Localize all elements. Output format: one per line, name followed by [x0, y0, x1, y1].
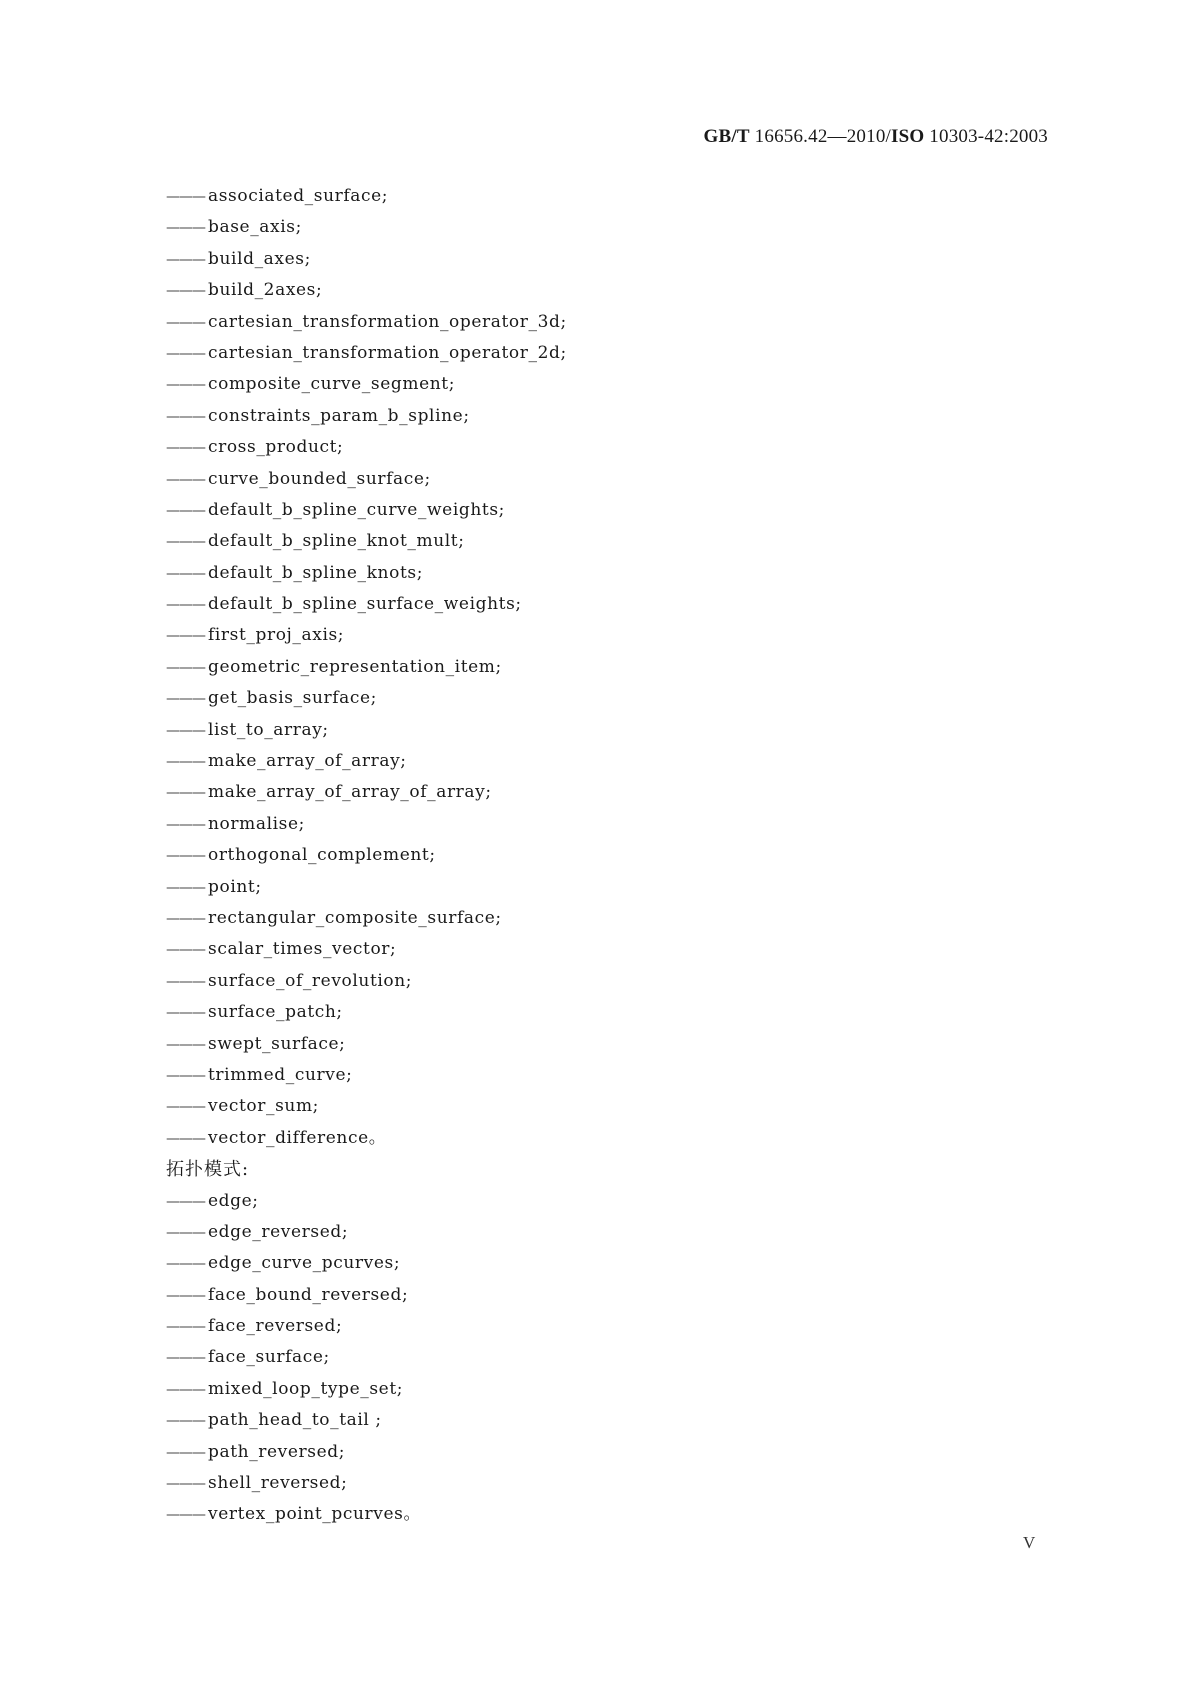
list-marker-dash: ——— — [166, 408, 205, 425]
list-marker-dash: ——— — [166, 1099, 205, 1116]
list-marker-dash: ——— — [166, 1005, 205, 1022]
list-item-text: edge; — [208, 1190, 259, 1211]
list-item-text: mixed_loop_type_set; — [208, 1378, 404, 1399]
list-marker-dash: ——— — [166, 1036, 205, 1053]
list-item — [166, 401, 866, 432]
list-item-text: geometric_representation_item; — [208, 656, 502, 677]
list-item-text: face_surface; — [208, 1347, 330, 1368]
list-marker-dash: ——— — [166, 628, 205, 645]
list-item-text: trimmed_curve; — [208, 1064, 353, 1085]
list-marker-dash: ——— — [166, 1319, 205, 1336]
list-item-text: build_axes; — [208, 248, 311, 269]
list-item — [166, 495, 866, 526]
list-item-text: face_bound_reversed; — [208, 1284, 409, 1305]
list-item — [166, 1280, 866, 1311]
list-marker-dash: ——— — [166, 973, 205, 990]
list-marker-dash: ——— — [166, 471, 205, 488]
list-item-text: default_b_spline_surface_weights; — [208, 594, 522, 615]
list-item — [166, 212, 866, 243]
section-heading-topology: 拓扑模式: — [166, 1159, 250, 1181]
list-item — [166, 1468, 866, 1499]
list-marker-dash: ——— — [166, 440, 205, 457]
list-item — [166, 997, 866, 1028]
list-item-text: edge_curve_pcurves; — [208, 1253, 401, 1274]
list-item-text: vector_sum; — [208, 1096, 319, 1117]
list-item — [166, 1123, 866, 1154]
list-item — [166, 715, 866, 746]
list-marker-dash: ——— — [166, 283, 205, 300]
list-marker-dash: ——— — [166, 220, 205, 237]
list-item-text: build_2axes; — [208, 280, 323, 301]
list-marker-dash: ——— — [166, 848, 205, 865]
list-marker-dash: ——— — [166, 1413, 205, 1430]
list-marker-dash: ——— — [166, 1444, 205, 1461]
list-marker-dash: ——— — [166, 722, 205, 739]
list-item — [166, 777, 866, 808]
list-item — [166, 1091, 866, 1122]
page-number: V — [1023, 1533, 1036, 1552]
list-marker-dash: ——— — [166, 879, 205, 896]
list-item — [166, 275, 866, 306]
list-item-text: rectangular_composite_surface; — [208, 907, 502, 928]
list-item-text: orthogonal_complement; — [208, 845, 436, 866]
list-marker-dash: ——— — [166, 502, 205, 519]
list-item-text: associated_surface; — [208, 186, 389, 206]
list-marker-dash: ——— — [166, 377, 205, 394]
list-marker-dash: ——— — [166, 189, 205, 205]
list-item — [166, 746, 866, 777]
list-item — [166, 464, 866, 495]
list-item — [166, 1374, 866, 1405]
list-item — [166, 809, 866, 840]
list-item-text: base_axis; — [208, 217, 302, 238]
list-item — [166, 338, 866, 369]
list-item — [166, 1186, 866, 1217]
list-item-text: default_b_spline_knots; — [208, 562, 424, 583]
list-item-text: shell_reversed; — [208, 1473, 348, 1494]
list-marker-dash: ——— — [166, 691, 205, 708]
list-marker-dash: ——— — [166, 1350, 205, 1367]
list-marker-dash: ——— — [166, 754, 205, 771]
list-marker-dash: ——— — [166, 345, 205, 362]
list-item — [166, 369, 866, 400]
list-item — [166, 683, 866, 714]
list-marker-dash: ——— — [166, 1256, 205, 1273]
page-header — [704, 126, 1049, 148]
list-item-text: point; — [208, 876, 262, 897]
document-body — [166, 181, 866, 1531]
list-marker-dash: ——— — [166, 1507, 205, 1524]
list-item — [166, 872, 866, 903]
list-item — [166, 1405, 866, 1436]
list-item — [166, 903, 866, 934]
geometry-items-list — [166, 181, 866, 1154]
list-marker-dash: ——— — [166, 910, 205, 927]
list-marker-dash: ——— — [166, 534, 205, 551]
list-marker-dash: ——— — [166, 1287, 205, 1304]
list-marker-dash: ——— — [166, 1224, 205, 1241]
list-item — [166, 244, 866, 275]
list-item — [166, 1437, 866, 1468]
list-marker-dash: ——— — [166, 942, 205, 959]
list-item — [166, 526, 866, 557]
list-item-text: face_reversed; — [208, 1316, 343, 1337]
list-item-text: cartesian_transformation_operator_3d; — [208, 311, 567, 332]
list-item-text: scalar_times_vector; — [208, 939, 397, 960]
list-item-text: first_proj_axis; — [208, 625, 345, 646]
list-item — [166, 966, 866, 997]
list-marker-dash: ——— — [166, 1067, 205, 1084]
list-marker-dash: ——— — [166, 251, 205, 268]
list-item — [166, 652, 866, 683]
list-item — [166, 1248, 866, 1279]
list-marker-dash: ——— — [166, 659, 205, 676]
list-item — [166, 840, 866, 871]
list-item-text: path_reversed; — [208, 1441, 346, 1462]
list-item-text: path_head_to_tail ; — [208, 1410, 382, 1431]
list-marker-dash: ——— — [166, 816, 205, 833]
list-marker-dash: ——— — [166, 1381, 205, 1398]
list-item-text: get_basis_surface; — [208, 688, 378, 709]
list-marker-dash: ——— — [166, 597, 205, 614]
list-item-text: make_array_of_array; — [208, 751, 407, 772]
list-marker-dash: ——— — [166, 1476, 205, 1493]
list-item-text: vertex_point_pcurves。 — [208, 1504, 422, 1525]
list-item-text: default_b_spline_knot_mult; — [208, 531, 465, 552]
list-item-text: constraints_param_b_spline; — [208, 405, 470, 426]
list-marker-dash: ——— — [166, 565, 205, 582]
topology-items-list — [166, 1186, 866, 1531]
standard-prefix: GB/T — [703, 126, 750, 147]
list-item-text: surface_patch; — [208, 1002, 343, 1023]
list-item — [166, 1342, 866, 1373]
list-item — [166, 1499, 866, 1530]
list-item-text: normalise; — [208, 813, 305, 834]
list-item-text: default_b_spline_curve_weights; — [208, 499, 505, 520]
list-item — [166, 1217, 866, 1248]
list-item-text: cartesian_transformation_operator_2d; — [208, 342, 567, 363]
list-item — [166, 620, 866, 651]
list-item — [166, 432, 866, 463]
list-item-text: list_to_array; — [208, 719, 329, 740]
iso-prefix: ISO — [891, 126, 925, 147]
list-item-text: make_array_of_array_of_array; — [208, 782, 492, 803]
list-item — [166, 934, 866, 965]
list-marker-dash: ——— — [166, 1193, 205, 1210]
list-item-text: surface_of_revolution; — [208, 970, 413, 991]
list-item — [166, 589, 866, 620]
list-item — [166, 1029, 866, 1060]
list-item-text: swept_surface; — [208, 1033, 346, 1054]
list-item-text: curve_bounded_surface; — [208, 468, 431, 489]
list-item-text: composite_curve_segment; — [208, 374, 456, 395]
list-item-text: edge_reversed; — [208, 1221, 349, 1242]
list-item — [166, 307, 866, 338]
list-item — [166, 558, 866, 589]
list-item — [166, 1311, 866, 1342]
list-item-text: vector_difference。 — [208, 1127, 387, 1148]
iso-number: 10303-42:2003 — [924, 126, 1048, 147]
list-item — [166, 181, 866, 212]
list-item — [166, 1060, 866, 1091]
list-item-text: cross_product; — [208, 437, 344, 458]
list-marker-dash: ——— — [166, 785, 205, 802]
list-marker-dash: ——— — [166, 314, 205, 331]
list-marker-dash: ——— — [166, 1130, 205, 1147]
standard-number: 16656.42—2010/ — [749, 126, 891, 147]
